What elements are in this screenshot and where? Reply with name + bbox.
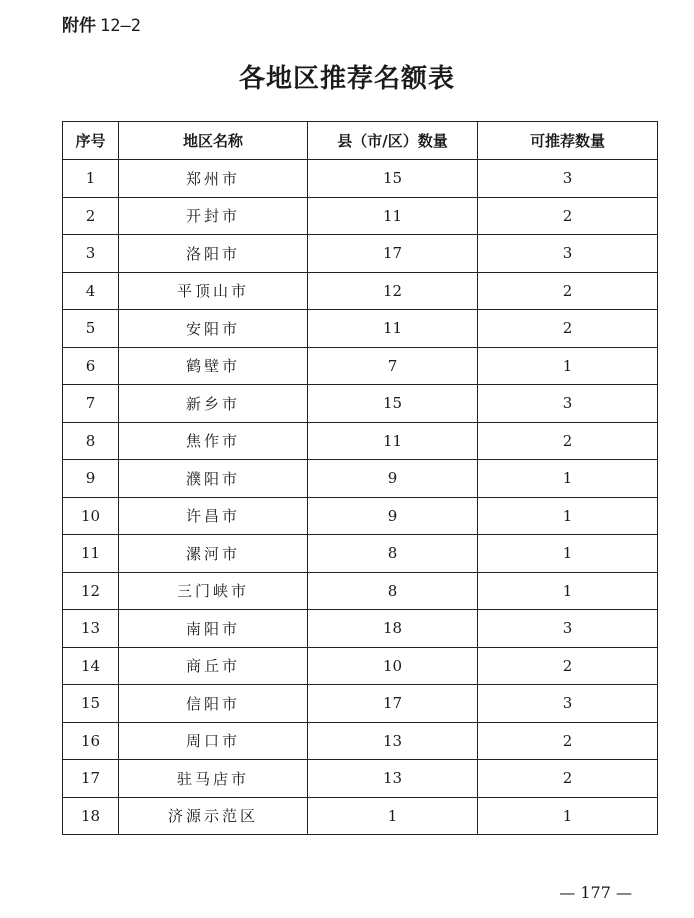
table-row <box>63 197 658 235</box>
cell-recommend-quota: 2 <box>478 760 658 798</box>
cell-index: 17 <box>63 760 119 798</box>
cell-recommend-quota: 1 <box>478 572 658 610</box>
cell-county-count: 10 <box>308 647 478 685</box>
cell-recommend-quota: 2 <box>478 647 658 685</box>
cell-region-name: 周口市 <box>119 722 308 760</box>
cell-region-name: 商丘市 <box>119 647 308 685</box>
table-row <box>63 460 658 498</box>
cell-county-count: 11 <box>308 310 478 348</box>
table-row <box>63 310 658 348</box>
cell-index: 13 <box>63 610 119 648</box>
cell-county-count: 13 <box>308 722 478 760</box>
cell-index: 16 <box>63 722 119 760</box>
cell-index: 10 <box>63 497 119 535</box>
cell-recommend-quota: 3 <box>478 685 658 723</box>
cell-index: 15 <box>63 685 119 723</box>
table-row <box>63 422 658 460</box>
cell-recommend-quota: 1 <box>478 535 658 573</box>
attachment-number: 12—2 <box>100 16 141 36</box>
table-row <box>63 347 658 385</box>
table-row <box>63 647 658 685</box>
header-recommend-quota: 可推荐数量 <box>478 122 658 160</box>
cell-county-count: 11 <box>308 197 478 235</box>
header-county-count: 县（市/区）数量 <box>308 122 478 160</box>
cell-recommend-quota: 2 <box>478 422 658 460</box>
cell-recommend-quota: 1 <box>478 797 658 835</box>
cell-county-count: 17 <box>308 235 478 273</box>
cell-recommend-quota: 2 <box>478 310 658 348</box>
cell-county-count: 18 <box>308 610 478 648</box>
table-row <box>63 235 658 273</box>
attachment-label <box>62 11 141 36</box>
table-row <box>63 572 658 610</box>
table-row <box>63 722 658 760</box>
cell-index: 12 <box>63 572 119 610</box>
cell-region-name: 驻马店市 <box>119 760 308 798</box>
cell-county-count: 8 <box>308 535 478 573</box>
quota-table <box>62 121 658 835</box>
cell-recommend-quota: 3 <box>478 160 658 198</box>
cell-county-count: 8 <box>308 572 478 610</box>
page-number: — 177 — <box>559 883 632 902</box>
cell-recommend-quota: 2 <box>478 722 658 760</box>
cell-county-count: 7 <box>308 347 478 385</box>
cell-recommend-quota: 3 <box>478 235 658 273</box>
cell-index: 1 <box>63 160 119 198</box>
cell-county-count: 13 <box>308 760 478 798</box>
cell-region-name: 新乡市 <box>119 385 308 423</box>
table-row <box>63 797 658 835</box>
cell-region-name: 焦作市 <box>119 422 308 460</box>
page-title: 各地区推荐名额表 <box>238 64 455 94</box>
table-body <box>63 160 658 835</box>
cell-index: 18 <box>63 797 119 835</box>
table-row <box>63 760 658 798</box>
cell-recommend-quota: 1 <box>478 497 658 535</box>
cell-index: 7 <box>63 385 119 423</box>
table-row <box>63 385 658 423</box>
header-index: 序号 <box>63 122 119 160</box>
cell-region-name: 平顶山市 <box>119 272 308 310</box>
cell-recommend-quota: 1 <box>478 460 658 498</box>
cell-region-name: 开封市 <box>119 197 308 235</box>
attachment-label-text: 附件 <box>62 16 96 36</box>
cell-recommend-quota: 3 <box>478 385 658 423</box>
cell-recommend-quota: 2 <box>478 272 658 310</box>
table-row <box>63 272 658 310</box>
cell-region-name: 洛阳市 <box>119 235 308 273</box>
cell-region-name: 濮阳市 <box>119 460 308 498</box>
header-region-name: 地区名称 <box>119 122 308 160</box>
cell-index: 6 <box>63 347 119 385</box>
table-row <box>63 610 658 648</box>
cell-index: 9 <box>63 460 119 498</box>
cell-index: 3 <box>63 235 119 273</box>
cell-region-name: 三门峡市 <box>119 572 308 610</box>
table-header-row <box>63 122 658 160</box>
table-row <box>63 497 658 535</box>
cell-county-count: 15 <box>308 385 478 423</box>
cell-county-count: 1 <box>308 797 478 835</box>
cell-region-name: 许昌市 <box>119 497 308 535</box>
cell-recommend-quota: 2 <box>478 197 658 235</box>
cell-region-name: 信阳市 <box>119 685 308 723</box>
cell-recommend-quota: 1 <box>478 347 658 385</box>
cell-county-count: 9 <box>308 497 478 535</box>
table-row <box>63 535 658 573</box>
cell-region-name: 南阳市 <box>119 610 308 648</box>
cell-index: 14 <box>63 647 119 685</box>
cell-region-name: 济源示范区 <box>119 797 308 835</box>
cell-county-count: 15 <box>308 160 478 198</box>
table-row <box>63 685 658 723</box>
cell-county-count: 12 <box>308 272 478 310</box>
cell-recommend-quota: 3 <box>478 610 658 648</box>
cell-county-count: 11 <box>308 422 478 460</box>
cell-region-name: 安阳市 <box>119 310 308 348</box>
cell-region-name: 漯河市 <box>119 535 308 573</box>
cell-county-count: 9 <box>308 460 478 498</box>
cell-region-name: 鹤壁市 <box>119 347 308 385</box>
cell-index: 8 <box>63 422 119 460</box>
cell-county-count: 17 <box>308 685 478 723</box>
cell-index: 4 <box>63 272 119 310</box>
cell-region-name: 郑州市 <box>119 160 308 198</box>
table-row <box>63 160 658 198</box>
cell-index: 11 <box>63 535 119 573</box>
cell-index: 5 <box>63 310 119 348</box>
cell-index: 2 <box>63 197 119 235</box>
